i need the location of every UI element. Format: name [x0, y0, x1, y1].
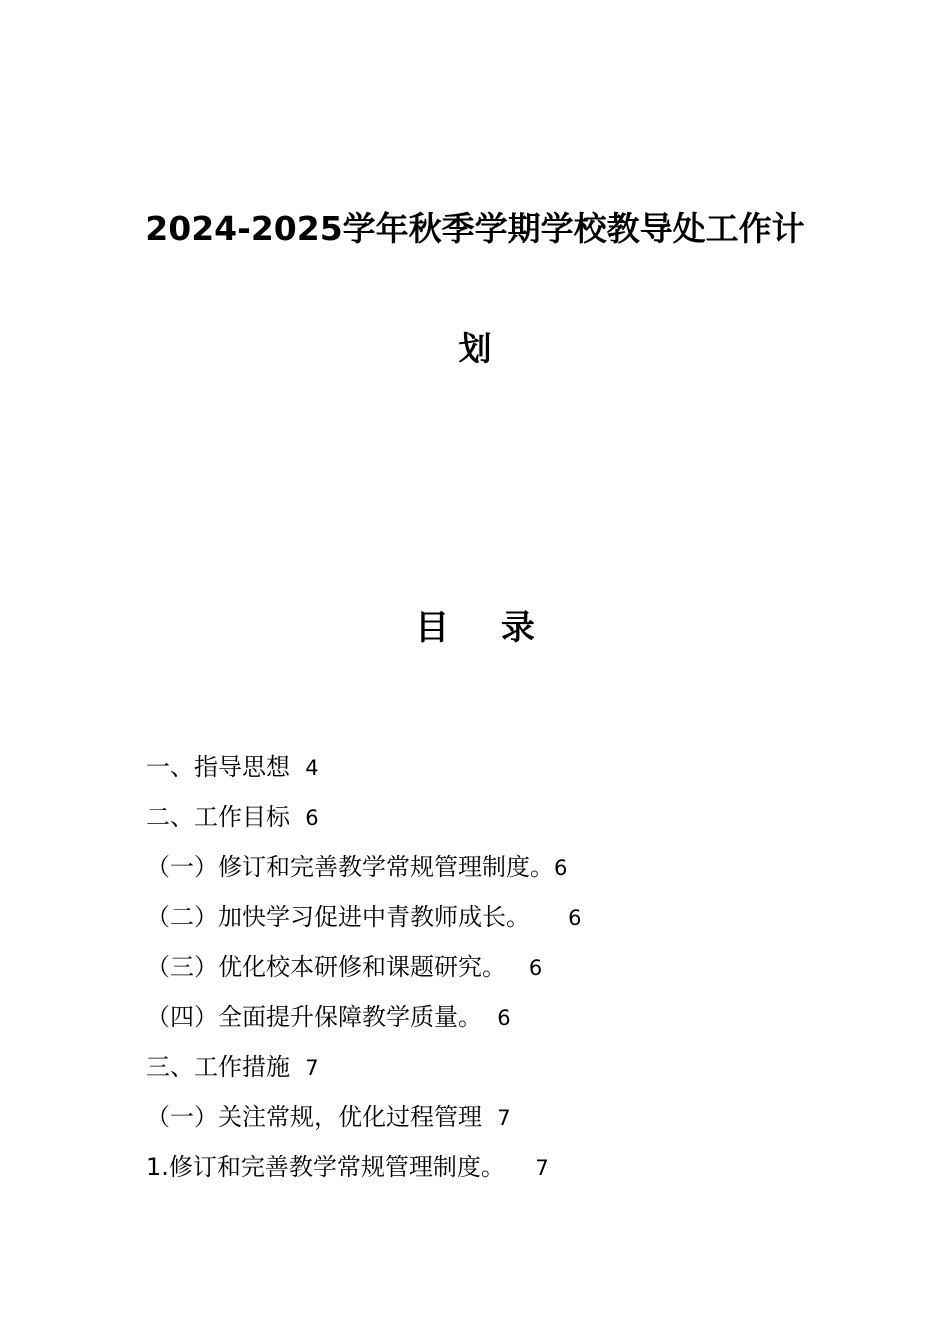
- toc-page-number: 7: [497, 1106, 511, 1130]
- toc-entry-text: 三、工作措施: [146, 1053, 290, 1081]
- toc-entry-text: 二、工作目标: [146, 803, 290, 831]
- toc-entry[interactable]: [146, 798, 582, 848]
- toc-page-number: 6: [497, 1006, 511, 1030]
- toc-page-number: 7: [305, 1056, 319, 1080]
- toc-entry-text: （三）优化校本研修和课题研究。: [146, 953, 506, 981]
- toc-entry-text: （一）关注常规，优化过程管理: [146, 1103, 482, 1131]
- toc-page-number: 6: [554, 856, 568, 880]
- toc-entry[interactable]: [146, 748, 582, 798]
- toc-heading: 目 录: [415, 608, 555, 648]
- toc-entry[interactable]: [146, 1148, 582, 1198]
- toc-entry[interactable]: [146, 948, 582, 998]
- toc-entry-text: （一）修订和完善教学常规管理制度。: [146, 853, 554, 881]
- toc-entry-text: （四）全面提升保障教学质量。: [146, 1003, 482, 1031]
- toc-page-number: 6: [528, 956, 543, 980]
- toc-page-number: 4: [305, 756, 319, 780]
- toc-page-number: 6: [305, 806, 319, 830]
- toc-entry-text: 一、指导思想: [146, 753, 290, 781]
- toc-page-number: 7: [535, 1156, 549, 1180]
- toc-entry[interactable]: [146, 898, 582, 948]
- toc-entry-text: 1.修订和完善教学常规管理制度。: [146, 1153, 505, 1181]
- toc-entry[interactable]: [146, 848, 582, 898]
- toc-entry[interactable]: [146, 998, 582, 1048]
- toc-entry[interactable]: [146, 1048, 582, 1098]
- table-of-contents: [146, 748, 582, 1198]
- document-title-line-2: 划: [458, 329, 492, 368]
- toc-entry[interactable]: [146, 1098, 582, 1148]
- toc-page-number: 6: [568, 906, 582, 930]
- toc-entry-text: （二）加快学习促进中青教师成长。: [146, 903, 530, 931]
- document-title-line-1: 2024-2025学年秋季学期学校教导处工作计: [145, 209, 805, 248]
